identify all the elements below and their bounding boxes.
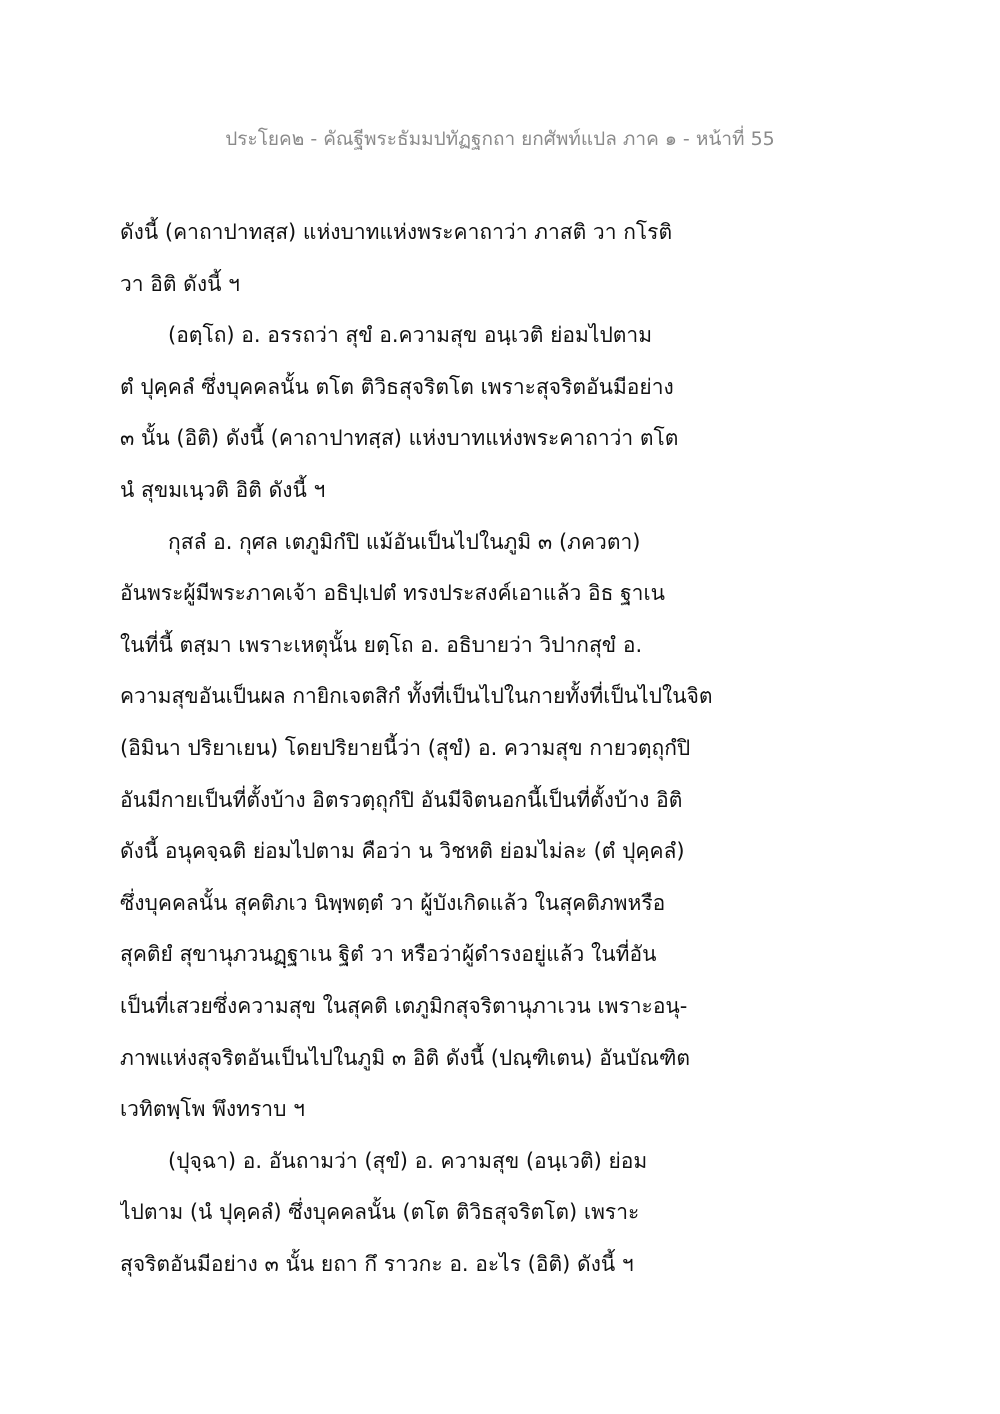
text-line: วา อิติ ดังนี้ ฯ [120,271,240,296]
text-line: ความสุขอันเป็นผล กายิกเจตสิกํ ทั้งที่เป็นไปในกายทั้งที่เป็นไปในจิต [120,684,713,709]
text-line: นํ สุขมเนฺวติ อิติ ดังนี้ ฯ [120,477,326,502]
text-line: ดังนี้ (คาถาปาทสฺส) แห่งบาทแห่งพระคาถาว่า ภาสติ วา กโรติ [120,220,673,244]
running-header: ประโยค๒ - คัณฐีพระธัมมปทัฏฐกถา ยกศัพท์แปล ภาค ๑ - หน้าที่ 55 [225,128,775,150]
text-line: เวทิตพฺโพ พึงทราบ ฯ [120,1097,305,1122]
text-line: อันพระผู้มีพระภาคเจ้า อธิปฺเปตํ ทรงประสงค์เอาแล้ว อิธ ฐาเน [120,581,665,606]
text-line: กุสลํ อ. กุศล เตภูมิกํปิ แม้อันเป็นไปในภูมิ ๓ (ภควตา) [168,529,641,554]
text-line: ตํ ปุคฺคลํ ซึ่งบุคคลนั้น ตโต ติวิธสุจริตโต เพราะสุจริตอันมีอย่าง [120,374,674,399]
text-line: (ปุจฺฉา) อ. อันถามว่า (สุขํ) อ. ความสุข (อนฺเวติ) ย่อม [168,1148,648,1173]
text-line: (อตฺโถ) อ. อรรถว่า สุขํ อ.ความสุข อนฺเวติ ย่อมไปตาม [168,323,653,348]
text-line: ในที่นี้ ตสฺมา เพราะเหตุนั้น ยตฺโถ อ. อธิบายว่า วิปากสุขํ อ. [120,632,643,657]
text-line: เป็นที่เสวยซึ่งความสุข ในสุคติ เตภูมิกสุจริตานุภาเวน เพราะอนุ- [120,993,688,1018]
body-text [120,214,880,1297]
text-line: อันมีกายเป็นที่ตั้งบ้าง อิตรวตฺถุกํปิ อันมีจิตนอกนี้เป็นที่ตั้งบ้าง อิติ [120,787,683,812]
text-line: (อิมินา ปริยาเยน) โดยปริยายนี้ว่า (สุขํ) อ. ความสุข กายวตฺถุกํปิ [120,735,691,760]
text-line: ๓ นั้น (อิติ) ดังนี้ (คาถาปาทสฺส) แห่งบาทแห่งพระคาถาว่า ตโต [120,426,679,451]
text-line: ดังนี้ อนุคจฺฉติ ย่อมไปตาม คือว่า น วิชหติ ย่อมไม่ละ (ตํ ปุคฺคลํ) [120,839,685,864]
text-line: ซึ่งบุคคลนั้น สุคติภเว นิพฺพตฺตํ วา ผู้บังเกิดแล้ว ในสุคติภพหรือ [120,890,666,915]
text-line: สุคติยํ สุขานุภวนฏฺฐาเน ฐิตํ วา หรือว่าผู้ดำรงอยู่แล้ว ในที่อัน [120,942,657,967]
text-line: สุจริตอันมีอย่าง ๓ นั้น ยถา กึ ราวกะ อ. อะไร (อิติ) ดังนี้ ฯ [120,1251,634,1276]
text-line: ไปตาม (นํ ปุคฺคลํ) ซึ่งบุคคลนั้น (ตโต ติวิธสุจริตโต) เพราะ [120,1200,640,1225]
text-line: ภาพแห่งสุจริตอันเป็นไปในภูมิ ๓ อิติ ดังนี้ (ปณฺฑิเตน) อันบัณฑิต [120,1045,691,1070]
